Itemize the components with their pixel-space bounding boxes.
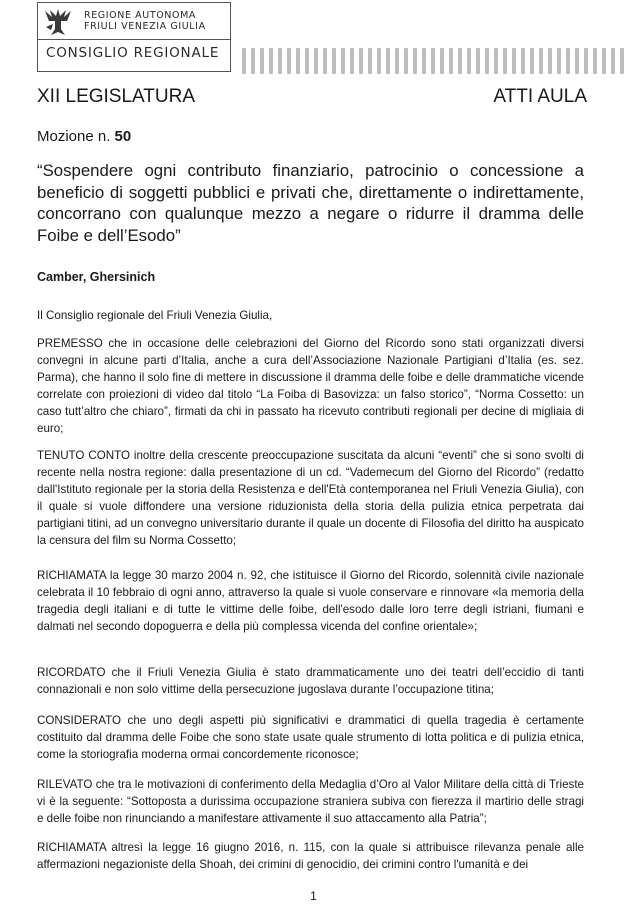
barcode-stripe xyxy=(494,48,498,74)
paragraph-considerato: CONSIDERATO che uno degli aspetti più significativi e drammatici di quella tragedia è certamente costituito dal dramma delle Foibe che sono state usate quale strumento di lotta politica e di pulizia etnica, come la storiografia moderna ormai concordemente riconosce; xyxy=(37,714,584,761)
barcode-graphic xyxy=(240,48,625,74)
page-number: 1 xyxy=(310,889,317,903)
barcode-stripe xyxy=(539,48,543,74)
barcode-stripe xyxy=(305,48,309,74)
barcode-stripe xyxy=(566,48,570,74)
barcode-stripe xyxy=(611,48,615,74)
barcode-stripe xyxy=(449,48,453,74)
barcode-stripe xyxy=(548,48,552,74)
barcode-stripe xyxy=(251,48,255,74)
barcode-stripe xyxy=(620,48,624,74)
barcode-stripe xyxy=(314,48,318,74)
council-name: CONSIGLIO REGIONALE xyxy=(46,45,220,61)
section-label: ATTI AULA xyxy=(493,86,587,107)
barcode-stripe xyxy=(485,48,489,74)
motion-title: “Sospendere ogni contributo finanziario, patrocinio o concessione a beneficio di soggetti pubblici e privati che, direttamente o indirettamente, concorrano con qualunque mezzo a negare o ridurre il dramma delle Foibe e dell’Esodo” xyxy=(37,161,584,245)
barcode-stripe xyxy=(341,48,345,74)
paragraph-tenuto-conto: TENUTO CONTO inoltre della crescente preoccupazione suscitata da alcuni “eventi” che si sono svolti di recente nella nostra regione: dalla presentazione di un cd. “Vademecum del Giorno del Ricordo” (redatto dall'Istituto regionale per la storia della Resistenza e dell'Età contemporanea nel Friuli Venezia Giulia), con il quale si vuole diffondere una versione riduzionista della storia della pulizia etnica perpetrata dai partigiani titini, ad un convegno universitario durante il quale un docente di Filosofia del diritto ha auspicato la censura del film su Norma Cossetto; xyxy=(37,449,584,547)
barcode-stripe xyxy=(359,48,363,74)
paragraph-richiamata-legge-92: RICHIAMATA la legge 30 marzo 2004 n. 92, che istituisce il Giorno del Ricordo, solennità civile nazionale celebrata il 10 febbraio di ogni anno, attraverso la quale si vuole conservare e rinnovare «la memoria della tragedia degli italiani e di tutte le vittime delle foibe, dell'esodo dalle loro terre degli istriani, fiumani e dalmati nel secondo dopoguerra e della più complessa vicenda del confine orientale»; xyxy=(37,569,584,633)
paragraph-rilevato: RILEVATO che tra le motivazioni di conferimento della Medaglia d’Oro al Valor Militare della città di Trieste vi è la seguente: “Sottoposta a durissima occupazione straniera subiva con fierezza il martirio delle stragi e delle foibe non rinunciando a manifestare attivamente il suo attaccamento alla Patria”; xyxy=(37,778,584,825)
barcode-stripe xyxy=(350,48,354,74)
barcode-stripe xyxy=(386,48,390,74)
paragraph-intro: Il Consiglio regionale del Friuli Venezia Giulia, xyxy=(37,309,273,322)
barcode-stripe xyxy=(503,48,507,74)
legislature-label: XII LEGISLATURA xyxy=(37,86,196,107)
motion-authors: Camber, Ghersinich xyxy=(37,270,156,284)
barcode-stripe xyxy=(467,48,471,74)
barcode-stripe xyxy=(593,48,597,74)
barcode-stripe xyxy=(260,48,264,74)
barcode-stripe xyxy=(323,48,327,74)
barcode-stripe xyxy=(269,48,273,74)
barcode-stripe xyxy=(287,48,291,74)
barcode-stripe xyxy=(242,48,246,74)
eagle-emblem-icon xyxy=(43,7,73,37)
barcode-stripe xyxy=(602,48,606,74)
barcode-stripe xyxy=(440,48,444,74)
barcode-stripe xyxy=(422,48,426,74)
barcode-stripe xyxy=(512,48,516,74)
paragraph-premesso: PREMESSO che in occasione delle celebrazioni del Giorno del Ricordo sono stati organizzati diversi convegni in alcune parti d’Italia, anche a cura dell’Associazione Nazionale Partigiani d’Italia (es. sez. Parma), che hanno il solo fine di mettere in discussione il dramma delle foibe e delle drammatiche vicende correlate con proiezioni di video dal titolo “La Foiba di Basovizza: un falso storico”, “Norma Cossetto: un caso tutt’altro che chiaro”, firmati da chi in passato ha ricevuto contributi regionali per decine di migliaia di euro; xyxy=(37,337,584,435)
barcode-stripe xyxy=(377,48,381,74)
barcode-stripe xyxy=(413,48,417,74)
barcode-stripe xyxy=(476,48,480,74)
region-name xyxy=(84,10,206,32)
motion-number-value: 50 xyxy=(114,128,132,145)
council-letterhead xyxy=(37,2,231,72)
region-name-line2: FRIULI VENEZIA GIULIA xyxy=(84,21,206,32)
barcode-stripe xyxy=(368,48,372,74)
barcode-stripe xyxy=(332,48,336,74)
barcode-stripe xyxy=(557,48,561,74)
paragraph-ricordato: RICORDATO che il Friuli Venezia Giulia è stato drammaticamente uno dei teatri dell’eccidio di tanti connazionali e non solo vittime della persecuzione jugoslava durante l’occupazione titina; xyxy=(37,666,584,696)
letterhead-divider xyxy=(38,39,230,40)
barcode-stripe xyxy=(575,48,579,74)
barcode-stripe xyxy=(521,48,525,74)
barcode-stripe xyxy=(458,48,462,74)
barcode-stripe xyxy=(395,48,399,74)
motion-number xyxy=(37,128,131,145)
paragraph-richiamata-legge-115: RICHIAMATA altresì la legge 16 giugno 2016, n. 115, con la quale si attribuisce rilevanza penale alle affermazioni negazioniste della Shoah, dei crimini di genocidio, dei crimini contro l'umanità e dei xyxy=(37,841,584,871)
motion-label: Mozione n. xyxy=(37,128,111,145)
barcode-stripe xyxy=(431,48,435,74)
region-name-line1: REGIONE AUTONOMA xyxy=(84,10,196,21)
barcode-stripe xyxy=(584,48,588,74)
barcode-stripe xyxy=(278,48,282,74)
barcode-stripe xyxy=(530,48,534,74)
barcode-stripe xyxy=(404,48,408,74)
barcode-stripe xyxy=(296,48,300,74)
